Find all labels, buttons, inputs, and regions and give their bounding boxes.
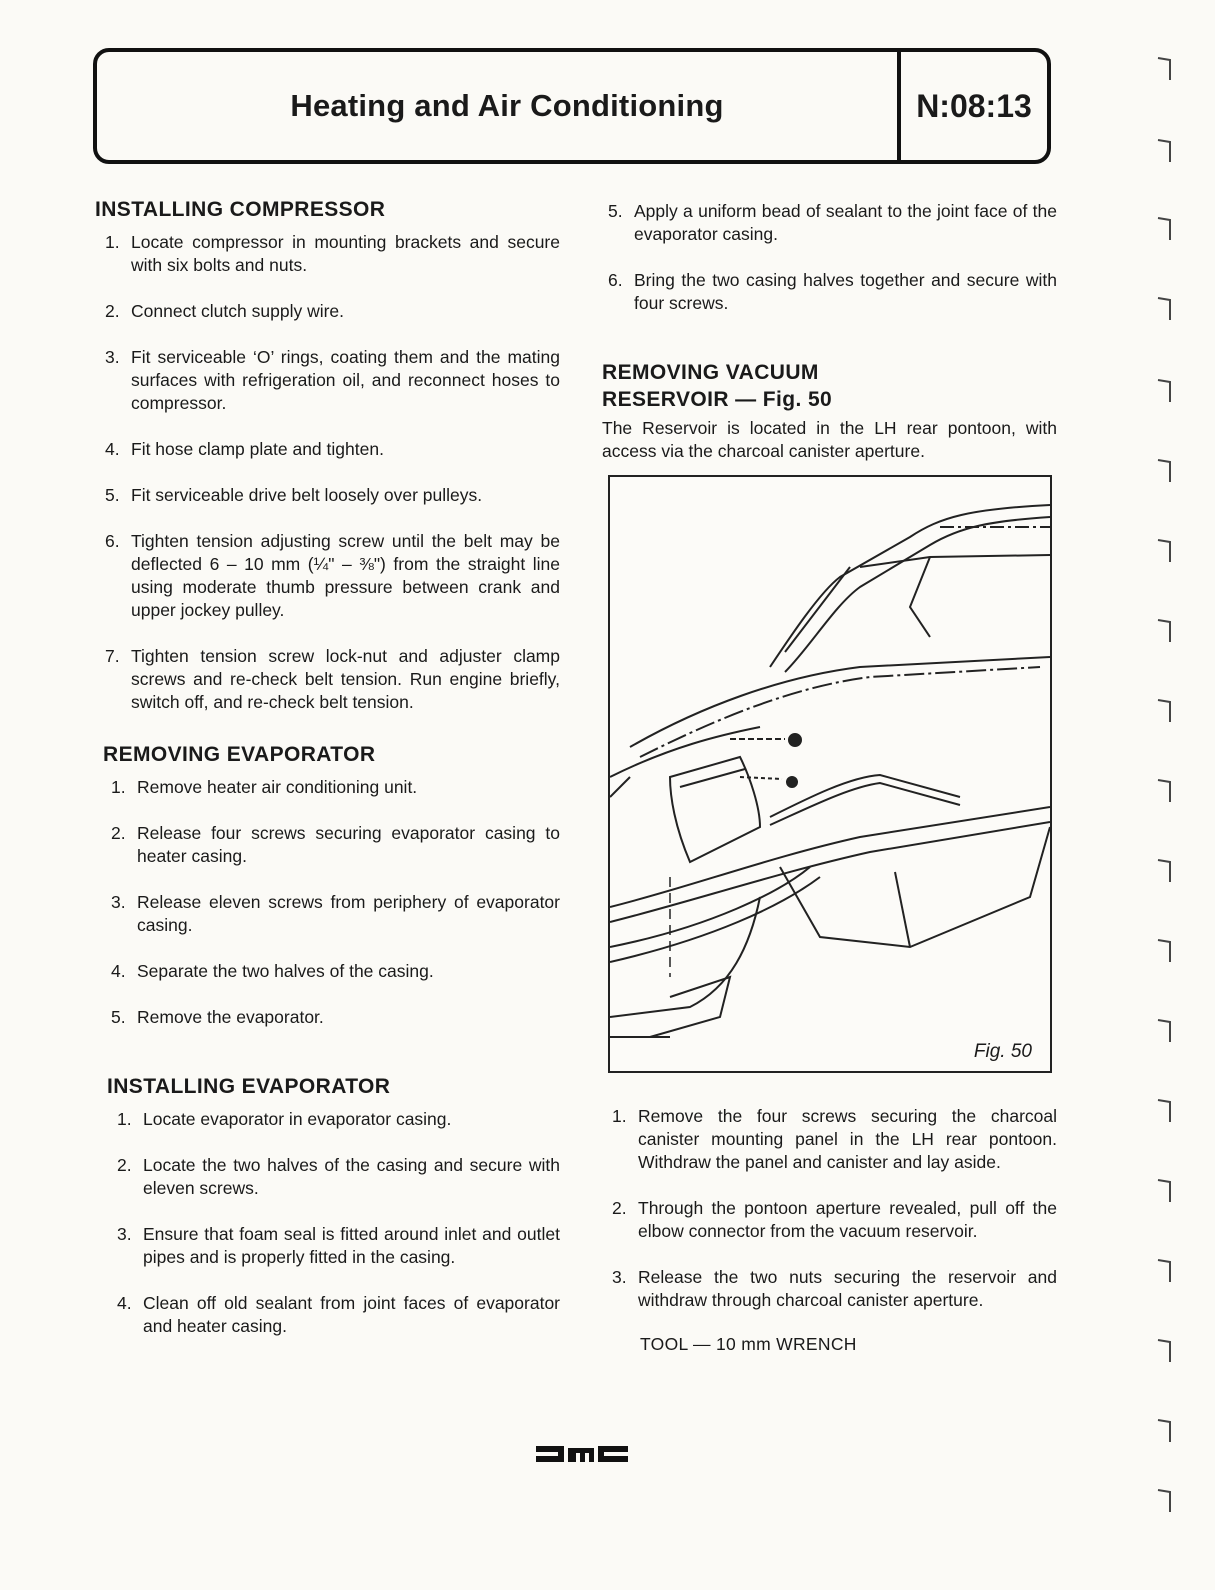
binding-marks bbox=[1150, 50, 1190, 1550]
list-item: 2. Through the pontoon aperture revealed, pull off the elbow connector from the vacuum reservoir. bbox=[612, 1198, 1057, 1241]
right-column bbox=[602, 200, 1057, 1356]
list-item: 6. Tighten tension adjusting screw until the belt may be deflected 6 – 10 mm (¼" – ⅜") from the straight line using moderate thumb pressure between crank and upper jockey pulley. bbox=[105, 531, 560, 620]
page-title: Heating and Air Conditioning bbox=[290, 88, 724, 123]
section-installing-evaporator bbox=[95, 1073, 560, 1338]
list-item: 4. Fit hose clamp plate and tighten. bbox=[105, 439, 384, 459]
list-item: 4. Clean off old sealant from joint faces of evaporator and heater casing. bbox=[117, 1293, 560, 1336]
section-installing-compressor bbox=[95, 196, 560, 714]
list-item: 5. Remove the evaporator. bbox=[111, 1007, 324, 1027]
section-intro: The Reservoir is located in the LH rear pontoon, with access via the charcoal canister aperture. bbox=[602, 418, 1057, 461]
list-item: 2. Connect clutch supply wire. bbox=[105, 301, 345, 321]
list-item: 3. Fit serviceable ‘O’ rings, coating them and the mating surfaces with refrigeration oil, and reconnect hoses to compressor. bbox=[105, 347, 560, 413]
list-item: 3. Ensure that foam seal is fitted around inlet and outlet pipes and is properly fitted in the casing. bbox=[117, 1224, 560, 1267]
page-code: N:08:13 bbox=[897, 52, 1047, 160]
section-heading: REMOVING EVAPORATOR bbox=[103, 743, 376, 766]
figure-50 bbox=[608, 475, 1052, 1073]
list-item: 3. Release eleven screws from periphery of evaporator casing. bbox=[111, 892, 560, 935]
list-item: 5. Fit serviceable drive belt loosely over pulleys. bbox=[105, 485, 483, 505]
left-column bbox=[95, 196, 560, 1361]
steps-list bbox=[95, 231, 560, 714]
tool-note: TOOL — 10 mm WRENCH bbox=[640, 1334, 857, 1354]
list-item: 1. Remove heater air conditioning unit. bbox=[111, 777, 418, 797]
section-removing-vacuum-reservoir bbox=[602, 359, 1057, 1356]
steps-list-continued bbox=[602, 200, 1057, 315]
list-item: 1. Locate evaporator in evaporator casing. bbox=[117, 1109, 452, 1129]
steps-list bbox=[107, 1108, 560, 1338]
list-item: 3. Release the two nuts securing the reservoir and withdraw through charcoal canister aperture. bbox=[612, 1267, 1057, 1310]
list-item: 2. Locate the two halves of the casing and secure with eleven screws. bbox=[117, 1155, 560, 1198]
list-item: 6. Bring the two casing halves together and secure with four screws. bbox=[608, 270, 1057, 313]
list-item: 5. Apply a uniform bead of sealant to the joint face of the evaporator casing. bbox=[608, 201, 1057, 244]
car-rear-pontoon-illustration bbox=[610, 477, 1050, 1071]
list-item: 2. Release four screws securing evaporator casing to heater casing. bbox=[111, 823, 560, 866]
section-heading: INSTALLING COMPRESSOR bbox=[95, 198, 386, 221]
dmc-logo-icon bbox=[536, 1443, 628, 1470]
section-heading: INSTALLING EVAPORATOR bbox=[107, 1075, 391, 1098]
figure-caption: Fig. 50 bbox=[973, 1041, 1032, 1062]
list-item: 1. Locate compressor in mounting brackets and secure with six bolts and nuts. bbox=[105, 232, 560, 275]
page-header bbox=[93, 48, 1051, 164]
section-heading: REMOVING VACUUM RESERVOIR — Fig. 50 bbox=[602, 361, 833, 411]
list-item: 1. Remove the four screws securing the charcoal canister mounting panel in the LH rear pontoon. Withdraw the panel and canister and lay aside. bbox=[612, 1106, 1057, 1172]
steps-list bbox=[103, 776, 560, 1029]
list-item: 7. Tighten tension screw lock-nut and adjuster clamp screws and re-check belt tension. Run engine briefly, switch off, and re-check belt tension. bbox=[105, 646, 560, 712]
section-removing-evaporator bbox=[95, 741, 560, 1029]
list-item: 4. Separate the two halves of the casing. bbox=[111, 961, 434, 981]
dmc-logo-graphic bbox=[536, 1443, 628, 1465]
steps-list bbox=[602, 1105, 1057, 1312]
